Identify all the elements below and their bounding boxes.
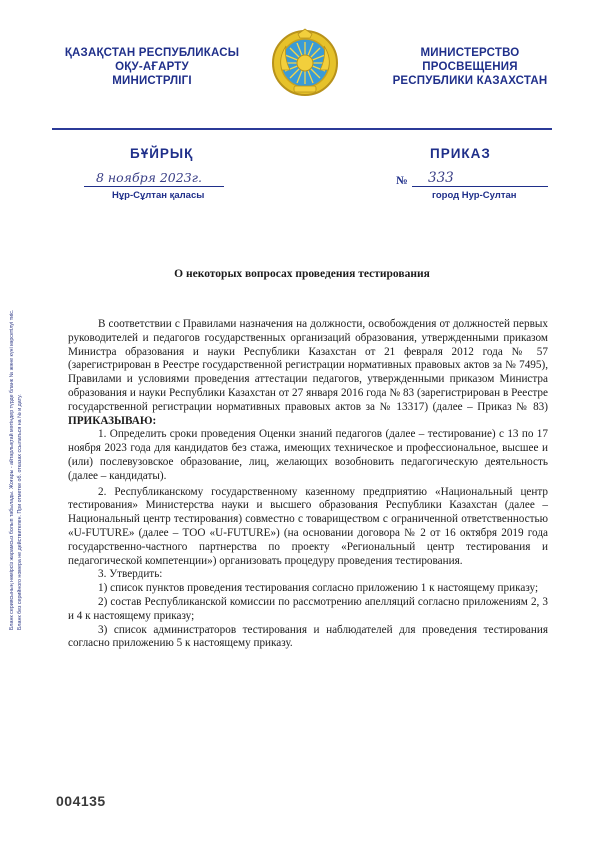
side-note-line1: Бланк сериясының нөмірсіз жарамсыз болып табылады. Жоғары - айтарлықтай мәтіндер түрде бланк № және күні көрсетілуі тиіс. xyxy=(9,309,15,630)
order-label-ru: ПРИКАЗ xyxy=(430,146,491,161)
header-kz-line1: ҚАЗАҚСТАН РЕСПУБЛИКАСЫ xyxy=(64,47,240,59)
city-kz: Нұр-Сұлтан қаласы xyxy=(112,190,205,201)
order-number: 333 xyxy=(428,170,454,186)
date-underline xyxy=(84,186,224,187)
header-kz-line2: ОҚУ-АҒАРТУ xyxy=(115,61,189,73)
header-ru-line2: ПРОСВЕЩЕНИЯ xyxy=(422,61,518,73)
order-number-prefix: № xyxy=(396,175,408,187)
header-ru-line1: МИНИСТЕРСТВО xyxy=(420,47,520,59)
paragraph-3-3: 3) список администраторов тестирования и наблюдателей для проведения тестирования согласно приложению 5 к настоящему приказу. xyxy=(68,623,548,650)
number-underline xyxy=(412,186,548,187)
document-title: О некоторых вопросах проведения тестирования xyxy=(174,268,430,280)
order-date: 8 ноября 2023г. xyxy=(96,170,202,185)
paragraph-3-2: 2) состав Республиканской комиссии по рассмотрению апелляций согласно приложениям 2, 3 и 4 к настоящему приказу; xyxy=(68,595,548,622)
paragraph-2: 2. Республиканскому государственному казенному предприятию «Национальный центр тестирования» Министерства науки и высшего образования Республики Казахстан (далее – Национальный центр тестирования) совместно с товариществом с ограниченной ответственностью «U-FUTURE» (далее – ТОО «U-FUTURE») (на основании договора № 2 от 16 октября 2019 года государственно-частного партнерства по проекту «Региональный центр тестирования и педагогической компетенции») организовать процедуру проведения тестирования. xyxy=(68,485,548,567)
order-directive: ПРИКАЗЫВАЮ: xyxy=(68,414,157,427)
header-kz xyxy=(52,46,252,88)
side-note-line2: Бланк без серийного номера не действителен. При отметке об. отказах ссылаться на № и дату. xyxy=(17,394,23,630)
header-ru xyxy=(370,46,570,88)
paragraph-preamble xyxy=(68,318,548,428)
paragraph-1: 1. Определить сроки проведения Оценки знаний педагогов (далее – тестирование) с 13 по 17 ноября 2023 года для кандидатов без стажа, имеющих техническое и профессиональное, высшее и (или) послевузовское образование, лиц, желающих возобновить педагогическую деятельность (далее – кандидаты). xyxy=(68,428,548,482)
header-divider xyxy=(52,128,552,130)
order-label-kz: БҰЙРЫҚ xyxy=(130,146,194,161)
paragraph-3: 3. Утвердить: xyxy=(98,568,163,581)
side-note xyxy=(8,230,34,630)
state-emblem-icon xyxy=(270,28,340,98)
header-ru-line3: РЕСПУБЛИКИ КАЗАХСТАН xyxy=(392,75,548,87)
paragraph-preamble-text: В соответствии с Правилами назначения на должности, освобождения от должностей первых руководителей и педагогов государственных организаций образования, утвержденными приказом Министра образования и науки Республики Казахстан от 21 февраля 2012 года № 57 (зарегистрирован в Реестре государственной регистрации нормативных правовых актов за № 7495), Правилами и условиями проведения аттестации педагогов, утвержденными приказом Министра образования и науки Республики Казахстан от 27 января 2016 года № 83 (зарегистрирован в Реестре государственной регистрации нормативных правовых актов за № 13317) (далее – Приказ № 83) xyxy=(68,318,548,413)
paragraph-3-1: 1) список пунктов проведения тестирования согласно приложению 1 к настоящему приказу; xyxy=(98,582,539,595)
city-ru: город Нур-Султан xyxy=(432,190,517,201)
document-body xyxy=(68,318,548,651)
header-kz-line3: МИНИСТРЛІГІ xyxy=(112,75,192,87)
blank-serial-number: 004135 xyxy=(56,793,106,809)
